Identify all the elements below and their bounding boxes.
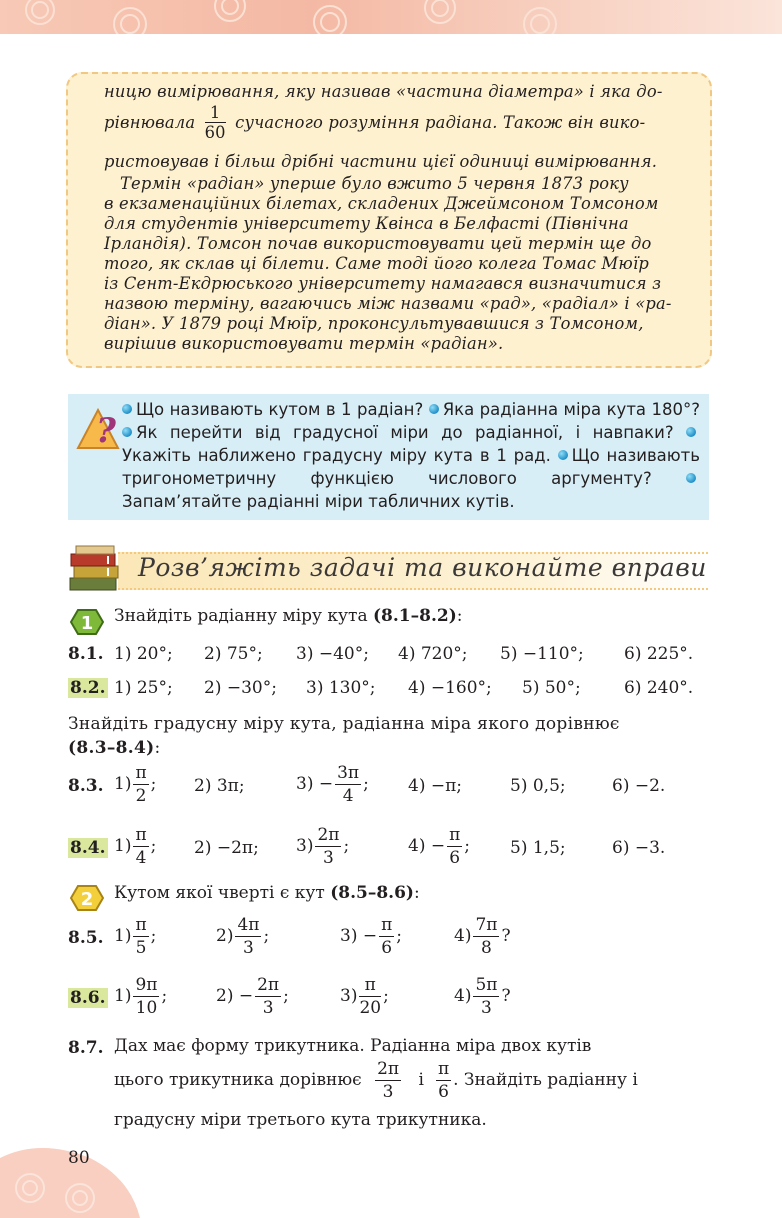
ex84-item-1: 1) $\frac{\pi}{4}$ ; xyxy=(114,825,157,868)
ex82-item: 5) 50°; xyxy=(522,678,581,698)
denominator: 3 xyxy=(262,998,274,1018)
ex86-item-3: 3) $\frac{\pi}{20}$ ; xyxy=(340,975,389,1018)
svg-text:?: ? xyxy=(96,411,116,451)
bullet-icon xyxy=(122,427,132,437)
numerator: π xyxy=(135,825,147,845)
ex81-item: 6) 225°. xyxy=(624,644,694,664)
exercise-label-8-1: 8.1. xyxy=(68,644,104,664)
ex81-item: 5) −110°; xyxy=(500,644,584,664)
ex83-item-5: 5) 0,5; xyxy=(510,776,566,796)
question-item: Укажіть наближено градусну міру кута в 1 рад. xyxy=(122,446,551,465)
item-number: 2) xyxy=(216,926,234,946)
exercises-section-header xyxy=(68,544,710,594)
history-line: із Сент-Екдрюського університету намагався визначитися з xyxy=(104,274,662,293)
ex85-item-2: 2) $\frac{4\pi}{3}$ ; xyxy=(216,915,270,958)
history-line: для студентів університету Квінса в Белфасті (Північна xyxy=(104,214,629,233)
level-2-badge-icon xyxy=(70,884,104,912)
ex87-text: цього трикутника дорівнює xyxy=(114,1070,362,1090)
numerator: 2π xyxy=(317,825,340,845)
question-item: Яка радіанна міра кута 180°? xyxy=(442,400,700,419)
numerator: 2π xyxy=(257,975,280,995)
fraction-denominator: 60 xyxy=(204,123,226,142)
level-1-instruction xyxy=(114,605,463,627)
fraction xyxy=(133,762,148,807)
bullet-icon xyxy=(686,427,696,437)
item-number: 3) − xyxy=(296,774,334,794)
question-item: Що називають кутом в 1 радіан? xyxy=(136,400,424,419)
denominator: 2 xyxy=(135,786,147,806)
fraction xyxy=(335,762,361,807)
ex87-text: і xyxy=(418,1070,424,1090)
fraction xyxy=(133,974,159,1019)
ex84-item-2: 2) −2π; xyxy=(194,838,259,858)
level-1-badge-icon xyxy=(70,608,104,636)
fraction xyxy=(235,914,261,959)
denominator: 3 xyxy=(481,998,492,1018)
exercise-label-8-7: 8.7. xyxy=(68,1038,104,1058)
ex81-item: 1) 20°; xyxy=(114,644,173,664)
fraction xyxy=(133,824,148,869)
history-line: Термін «радіан» уперше було вжито 5 червня 1873 року xyxy=(120,174,629,193)
numerator: π xyxy=(437,1059,450,1079)
item-number: 3) xyxy=(296,836,314,856)
numerator: 7π xyxy=(475,915,498,935)
punctuation: : xyxy=(456,606,463,626)
bullet-icon xyxy=(558,450,568,460)
history-text: сучасного розуміння радіана. Також він вико- xyxy=(235,113,646,132)
history-line: ристовував і більш дрібні частини цієї одиниці вимірювання. xyxy=(104,152,658,171)
numerator: 9π xyxy=(135,975,158,995)
item-number: 3) xyxy=(340,986,358,1006)
ex83-item-2: 2) 3π; xyxy=(194,776,245,796)
books-stack-icon xyxy=(68,544,124,594)
item-number: 2) − xyxy=(216,986,254,1006)
ex87-line-3: градусну міри третього кута трикутника. xyxy=(114,1110,487,1130)
ex85-item-3: 3) − $\frac{\pi}{6}$ ; xyxy=(340,915,403,958)
fraction xyxy=(379,914,394,959)
fraction xyxy=(359,974,381,1019)
history-line: вирішив використовувати термін «радіан». xyxy=(104,334,504,353)
section-title: Розв’яжіть задачі та виконайте вправи xyxy=(138,553,707,582)
ex84-item-5: 5) 1,5; xyxy=(510,838,566,858)
ex84-item-3: 3) $\frac{2\pi}{3}$ ; xyxy=(296,825,350,868)
fraction-numerator: 1 xyxy=(205,104,226,123)
ex82-item: 1) 25°; xyxy=(114,678,173,698)
exercise-label-8-3: 8.3. xyxy=(68,776,104,796)
ex87-text: . Знайдіть радіанну і xyxy=(453,1070,638,1090)
ex87-line-1: Дах має форму трикутника. Радіанна міра двох кутів xyxy=(114,1036,592,1056)
page-number: 80 xyxy=(68,1148,90,1168)
ex82-item: 3) 130°; xyxy=(306,678,376,698)
numerator: 2π xyxy=(377,1059,400,1079)
ex82-item: 6) 240°. xyxy=(624,678,694,698)
instruction-text: Кутом якої чверті є кут xyxy=(114,883,331,903)
denominator: 3 xyxy=(382,1082,394,1102)
history-line: Ірландія). Томсон почав використовувати цей термін ще до xyxy=(104,234,652,253)
fraction xyxy=(436,1058,451,1103)
fraction xyxy=(447,824,462,869)
ex81-item: 4) 720°; xyxy=(398,644,468,664)
ex83-item-1: 1) $\frac{\pi}{2}$ ; xyxy=(114,763,157,806)
ex83-item-4: 4) −π; xyxy=(408,776,462,796)
ex84-item-6: 6) −3. xyxy=(612,838,666,858)
instruction-text: Знайдіть градусну міру кута, радіанна міра якого дорівнює xyxy=(68,714,620,734)
numerator: π xyxy=(359,974,381,997)
ex86-item-4: 4) $\frac{5\pi}{3}$ ? xyxy=(454,975,511,1018)
history-line-fraction xyxy=(104,104,696,143)
denominator: 6 xyxy=(449,848,461,868)
history-text: рівнювала xyxy=(104,113,196,132)
level-2-instruction xyxy=(114,882,420,904)
denominator: 6 xyxy=(438,1082,449,1102)
numerator: 3π xyxy=(337,763,360,783)
bullet-icon xyxy=(686,473,696,483)
ex81-item: 2) 75°; xyxy=(204,644,263,664)
question-item: Що називають тригонометричну функцією числового аргументу? xyxy=(122,446,701,488)
punctuation: : xyxy=(413,883,420,903)
fraction xyxy=(375,1058,401,1103)
highlighted-label: 8.2. xyxy=(70,678,106,698)
highlighted-label: 8.4. xyxy=(70,838,106,858)
question-mark-icon xyxy=(76,404,120,456)
denominator: 10 xyxy=(135,998,158,1018)
bullet-icon xyxy=(122,404,132,414)
review-questions-box xyxy=(68,394,709,520)
question-item: Запам’ятайте радіанні міри табличних кутів. xyxy=(122,492,515,511)
fraction xyxy=(255,974,281,1019)
ex86-item-1: 1) $\frac{9\pi}{10}$ ; xyxy=(114,975,168,1018)
ex83-item-3: 3) − $\frac{3\pi}{4}$ ; xyxy=(296,763,369,806)
review-questions-text xyxy=(122,398,700,513)
item-number: 1) xyxy=(114,986,132,1006)
ex86-item-2: 2) − $\frac{2\pi}{3}$ ; xyxy=(216,975,289,1018)
history-line: ницю вимірювання, яку називав «частина діаметра» і яка до- xyxy=(104,82,663,101)
svg-text:1: 1 xyxy=(80,613,94,634)
swirl-ornament-icon xyxy=(0,0,782,34)
history-line: назвою терміну, вагаючись між назвами «рад», «радіал» і «ра- xyxy=(104,294,672,313)
history-line: діан». У 1879 році Мюїр, проконсультувавшися з Томсоном, xyxy=(104,314,644,333)
exercise-label-8-4 xyxy=(68,838,108,858)
history-note-box xyxy=(66,72,712,368)
ex85-item-1: 1) $\frac{\pi}{5}$ ; xyxy=(114,915,157,958)
item-number: 3) − xyxy=(340,926,378,946)
numerator: π xyxy=(135,915,147,935)
svg-text:2: 2 xyxy=(80,889,94,910)
fraction xyxy=(473,974,499,1019)
history-line: того, як склав ці білети. Саме тоді його колега Томас Мюїр xyxy=(104,254,649,273)
range-label: (8.3–8.4) xyxy=(68,738,155,758)
denominator: 6 xyxy=(381,938,393,958)
denominator: 4 xyxy=(135,848,147,868)
item-number: 4) − xyxy=(408,836,446,856)
fraction-1-60 xyxy=(205,104,226,143)
ex81-item: 3) −40°; xyxy=(296,644,369,664)
denominator: 20 xyxy=(359,998,382,1018)
ex85-item-4: 4) $\frac{7\pi}{8}$ ? xyxy=(454,915,511,958)
denominator: 3 xyxy=(323,848,334,868)
history-line: в екзаменаційних білетах, складених Джеймсоном Томсоном xyxy=(104,194,659,213)
punctuation: : xyxy=(154,738,161,758)
ex82-item: 4) −160°; xyxy=(408,678,492,698)
ex84-item-4: 4) − $\frac{\pi}{6}$ ; xyxy=(408,825,471,868)
denominator: 4 xyxy=(342,786,354,806)
exercise-label-8-6 xyxy=(68,988,108,1008)
item-number: 1) xyxy=(114,836,132,856)
item-number: 1) xyxy=(114,774,132,794)
range-label: (8.5–8.6) xyxy=(330,883,414,903)
numerator: π xyxy=(135,763,147,783)
ex82-item: 2) −30°; xyxy=(204,678,277,698)
question-item: Як перейти від градусної міри до радіанної, і навпаки? xyxy=(136,423,674,442)
denominator: 8 xyxy=(481,938,492,958)
item-number: 1) xyxy=(114,926,132,946)
instruction-text: Знайдіть радіанну міру кута xyxy=(114,606,374,626)
fraction xyxy=(315,824,341,869)
numerator: π xyxy=(381,915,393,935)
exercise-label-8-2 xyxy=(68,678,108,698)
bullet-icon xyxy=(429,404,439,414)
degree-task-instruction xyxy=(68,712,710,760)
ex87-line-2 xyxy=(114,1058,638,1103)
denominator: 5 xyxy=(135,938,147,958)
fraction xyxy=(133,914,148,959)
item-number: 4) xyxy=(454,986,472,1006)
numerator: 4π xyxy=(237,915,260,935)
denominator: 3 xyxy=(243,938,254,958)
numerator: 5π xyxy=(475,975,498,995)
item-number: 4) xyxy=(454,926,472,946)
range-label: (8.1–8.2) xyxy=(373,606,457,626)
highlighted-label: 8.6. xyxy=(70,988,106,1008)
ex83-item-6: 6) −2. xyxy=(612,776,666,796)
fraction xyxy=(473,914,499,959)
numerator: π xyxy=(449,825,461,845)
exercise-label-8-5: 8.5. xyxy=(68,928,104,948)
top-decorative-band xyxy=(0,0,782,34)
